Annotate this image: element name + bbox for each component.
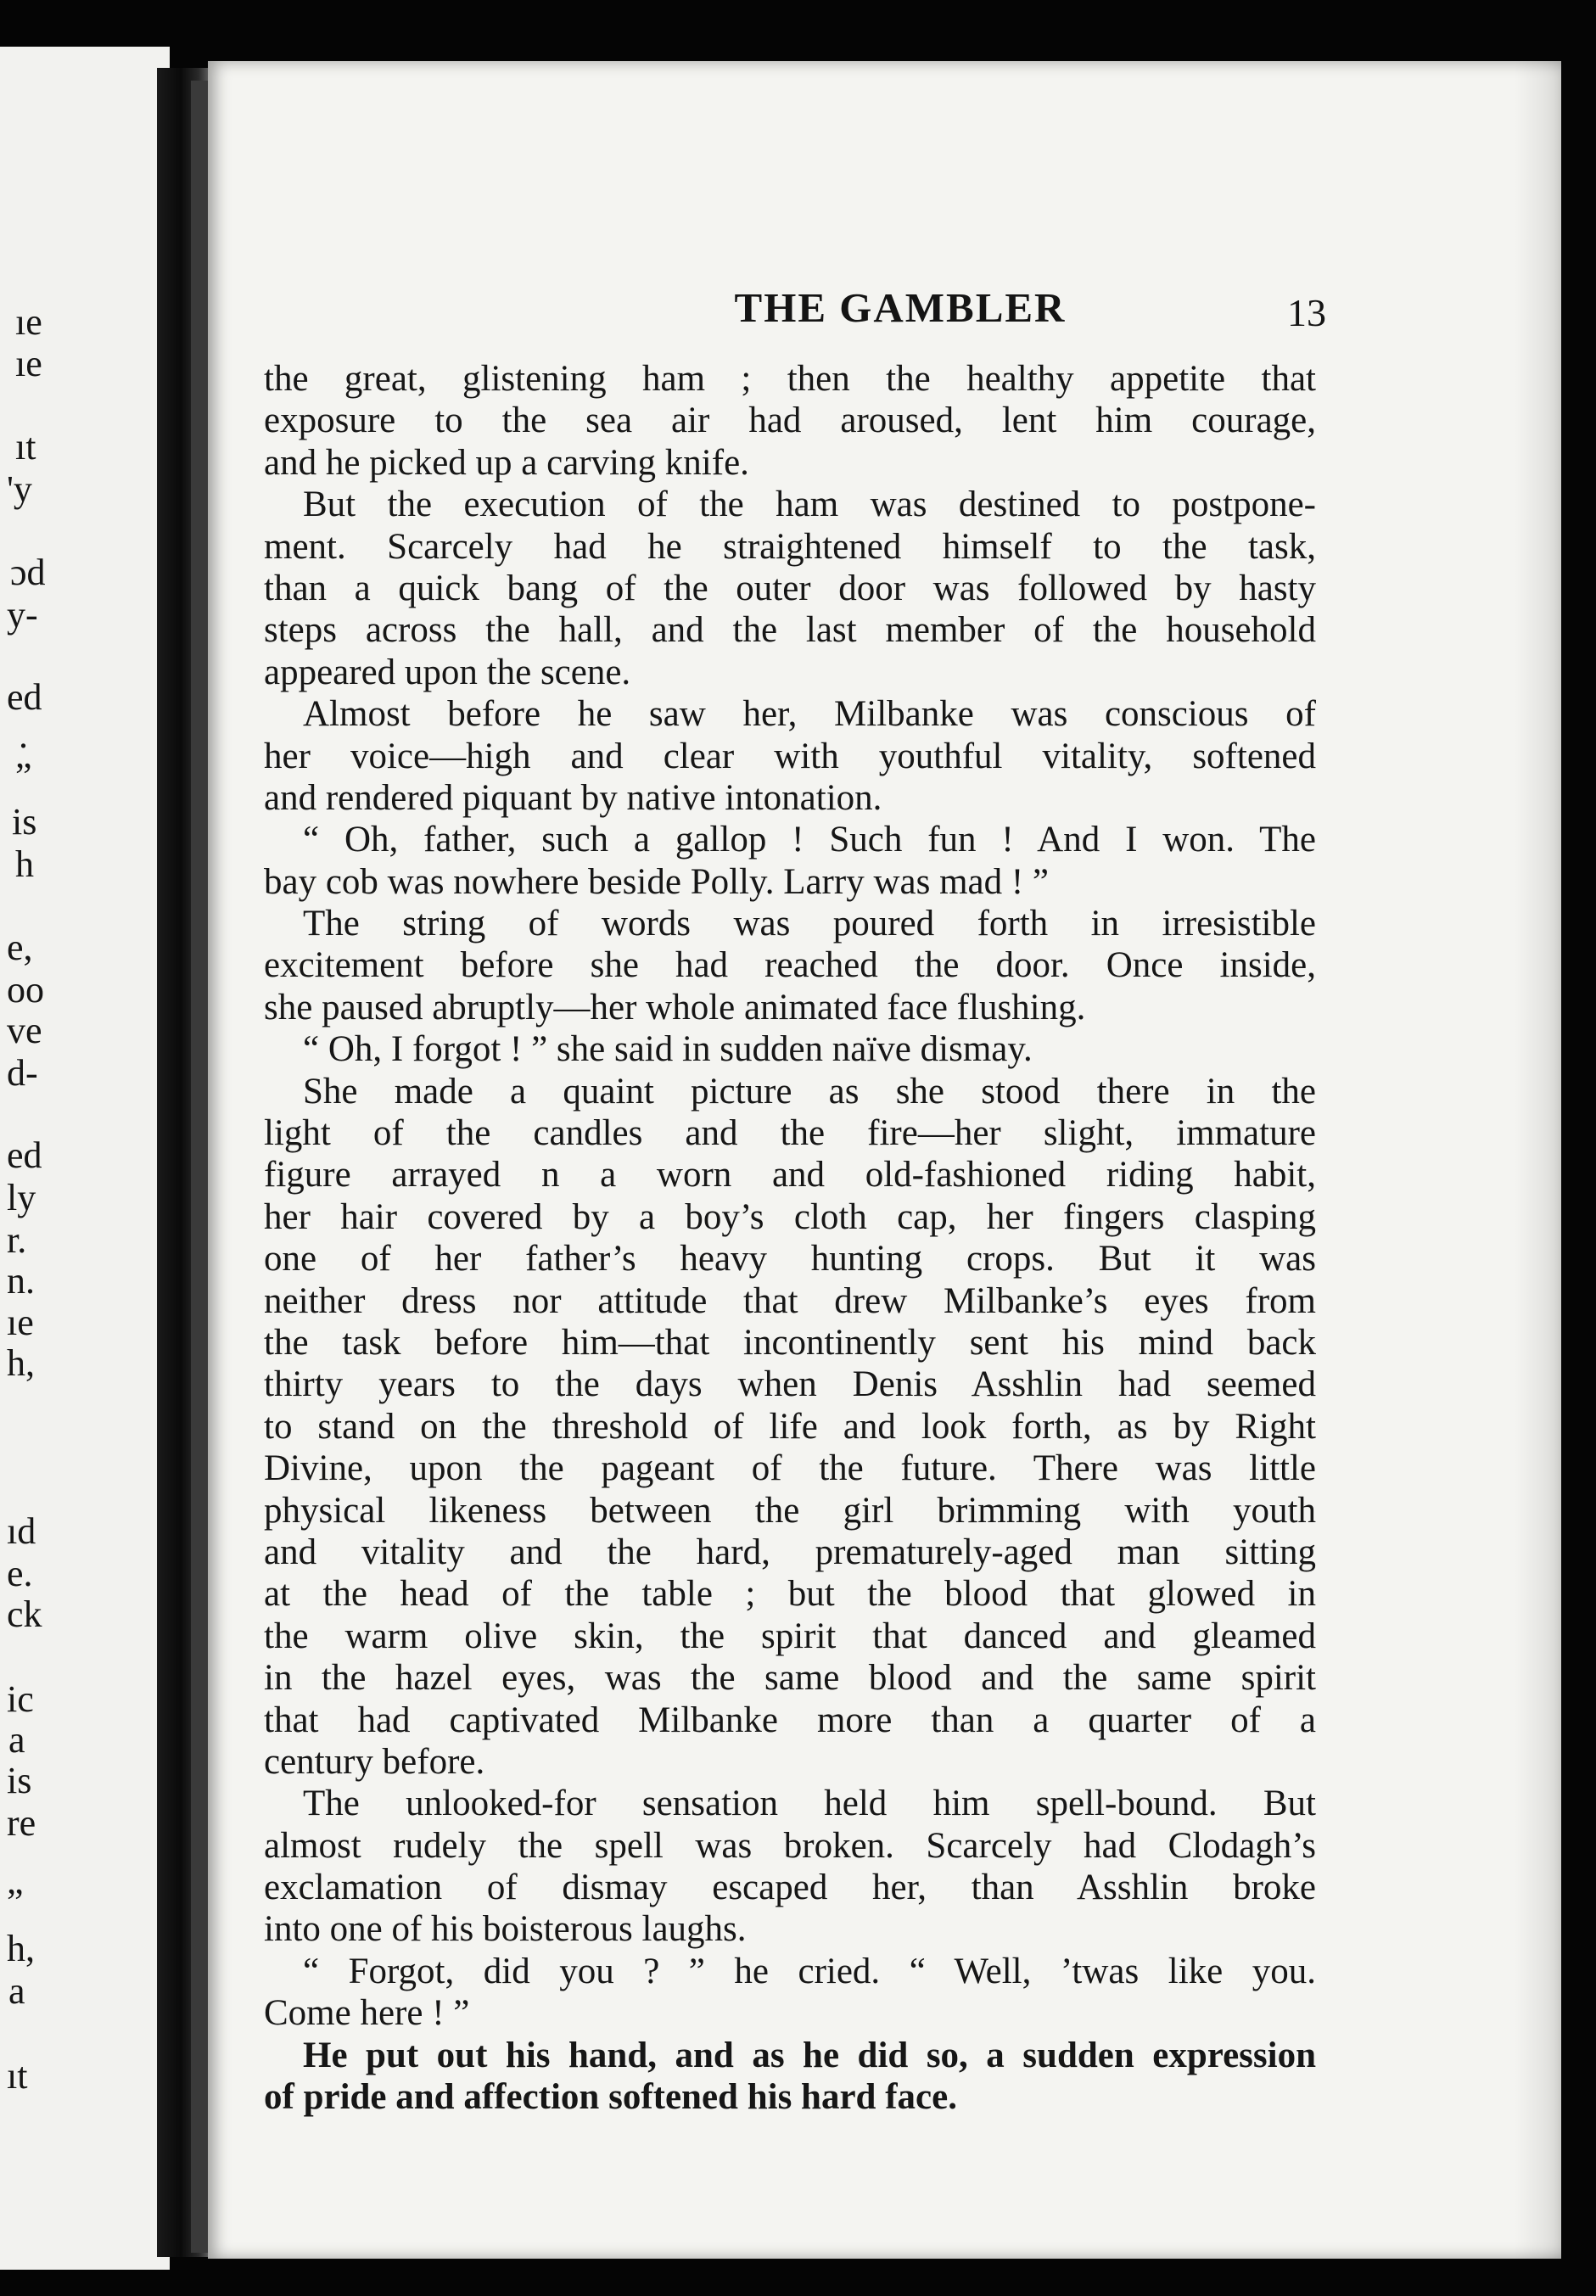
- facing-page-fragment: ıe: [15, 301, 42, 343]
- text-line: The string of words was poured forth in irresistible: [303, 904, 1316, 944]
- text-line: at the head of the table ; but the blood that glowed in: [264, 1574, 1316, 1615]
- text-line: bay cob was nowhere beside Polly. Larry was mad ! ”: [264, 861, 1050, 902]
- text-line: almost rudely the spell was broken. Scarcely had Clodagh’s: [264, 1825, 1316, 1866]
- body-text: [264, 358, 1316, 2118]
- facing-page-fragment: h: [15, 843, 34, 885]
- text-line: appeared upon the scene.: [264, 652, 631, 692]
- facing-page-fragment: 'y: [7, 468, 32, 510]
- text-line: But the execution of the ham was destined to postpone-: [303, 484, 1316, 525]
- facing-page-fragment: d-: [7, 1052, 38, 1094]
- facing-page-edge: [0, 47, 170, 2270]
- text-line: her voice—high and clear with youthful vitality, softened: [264, 736, 1316, 776]
- facing-page-fragment: r.: [7, 1219, 27, 1261]
- facing-page-fragment: ”: [15, 755, 32, 797]
- facing-page-fragment: ıt: [15, 426, 36, 468]
- text-line: exclamation of dismay escaped her, than Asshlin broke: [264, 1868, 1316, 1908]
- facing-page-fragment: .: [19, 714, 28, 756]
- text-line: “ Oh, father, such a gallop ! Such fun ! And I won. The: [303, 820, 1316, 860]
- text-line: Divine, upon the pageant of the future. There was little: [264, 1448, 1316, 1489]
- text-line: century before.: [264, 1741, 485, 1782]
- facing-page-fragment: a: [8, 1970, 25, 2012]
- text-line: she paused abruptly—her whole animated face flushing.: [264, 987, 1086, 1028]
- facing-page-fragment: y-: [7, 594, 38, 636]
- facing-page-fragment: ”: [7, 1881, 24, 1923]
- text-line: light of the candles and the fire—her slight, immature: [264, 1113, 1316, 1154]
- text-line: her hair covered by a boy’s cloth cap, her fingers clasping: [264, 1196, 1316, 1237]
- text-line: into one of his boisterous laughs.: [264, 1909, 747, 1950]
- text-line: “ Forgot, did you ? ” he cried. “ Well, ’twas like you.: [303, 1951, 1316, 1991]
- text-line: in the hazel eyes, was the same blood and the same spirit: [264, 1658, 1316, 1699]
- book-page: [208, 61, 1561, 2259]
- text-line: thirty years to the days when Denis Asshlin had seemed: [264, 1364, 1316, 1405]
- text-line: the task before him—that incontinently sent his mind back: [264, 1322, 1316, 1363]
- facing-page-fragment: ic: [7, 1678, 34, 1720]
- facing-page-fragment: e.: [7, 1553, 33, 1594]
- text-line: and he picked up a carving knife.: [264, 442, 749, 483]
- page-edge-shadow: [1515, 61, 1561, 2259]
- facing-page-fragment: h,: [7, 1342, 35, 1384]
- text-line: and rendered piquant by native intonation.: [264, 777, 882, 818]
- facing-page-fragment: e,: [7, 927, 33, 968]
- text-line: exposure to the sea air had aroused, lent him courage,: [264, 400, 1316, 441]
- facing-page-fragment: re: [7, 1802, 36, 1844]
- facing-page-fragment: ıd: [7, 1510, 36, 1552]
- text-line: steps across the hall, and the last member of the household: [264, 610, 1316, 651]
- facing-page-fragment: ɔd: [10, 552, 46, 593]
- page-number: 13: [1287, 291, 1326, 334]
- facing-page-fragment: ve: [7, 1010, 42, 1051]
- facing-page-fragment: ıe: [7, 1302, 34, 1343]
- text-line: and vitality and the hard, prematurely-aged man sitting: [264, 1532, 1316, 1572]
- text-line: physical likeness between the girl brimming with youth: [264, 1490, 1316, 1531]
- text-line: one of her father’s heavy hunting crops. But it was: [264, 1239, 1316, 1280]
- text-line: “ Oh, I forgot ! ” she said in sudden naïve dismay.: [303, 1029, 1033, 1070]
- facing-page-fragment: ck: [7, 1593, 42, 1635]
- text-line: She made a quaint picture as she stood there in the: [303, 1071, 1316, 1112]
- text-line: than a quick bang of the outer door was followed by hasty: [264, 568, 1316, 608]
- text-line: The unlooked-for sensation held him spell-bound. But: [303, 1784, 1316, 1824]
- facing-page-fragment: ly: [7, 1177, 36, 1218]
- binding-shadow: [191, 81, 210, 2253]
- text-line: to stand on the threshold of life and look forth, as by Right: [264, 1406, 1316, 1447]
- facing-page-fragment: ıt: [7, 2055, 28, 2097]
- facing-page-fragment: is: [12, 801, 37, 843]
- facing-page-fragment: is: [7, 1760, 32, 1801]
- page-header: [208, 283, 1561, 334]
- text-line: excitement before she had reached the door. Once inside,: [264, 945, 1316, 986]
- text-line: the great, glistening ham ; then the healthy appetite that: [264, 359, 1316, 399]
- text-line: of pride and affection softened his hard face.: [264, 2077, 957, 2118]
- text-line: ment. Scarcely had he straightened himself to the task,: [264, 526, 1316, 567]
- text-line: He put out his hand, and as he did so, a sudden expression: [303, 2035, 1316, 2075]
- facing-page-fragment: h,: [7, 1928, 35, 1969]
- text-line: Come here ! ”: [264, 1993, 470, 2034]
- text-line: Almost before he saw her, Milbanke was conscious of: [303, 694, 1316, 735]
- facing-page-fragment: a: [8, 1719, 25, 1761]
- facing-page-fragment: ed: [7, 1134, 42, 1176]
- facing-page-fragment: ıe: [15, 343, 42, 384]
- facing-page-fragment: oo: [7, 969, 44, 1011]
- text-line: the warm olive skin, the spirit that danced and gleamed: [264, 1616, 1316, 1656]
- text-line: neither dress nor attitude that drew Milbanke’s eyes from: [264, 1280, 1316, 1321]
- facing-page-fragment: ed: [7, 676, 42, 718]
- text-line: figure arrayed n a worn and old-fashioned riding habit,: [264, 1155, 1316, 1196]
- text-line: that had captivated Milbanke more than a quarter of a: [264, 1700, 1316, 1740]
- running-head: THE GAMBLER: [734, 284, 1067, 331]
- facing-page-fragment: n.: [7, 1260, 35, 1302]
